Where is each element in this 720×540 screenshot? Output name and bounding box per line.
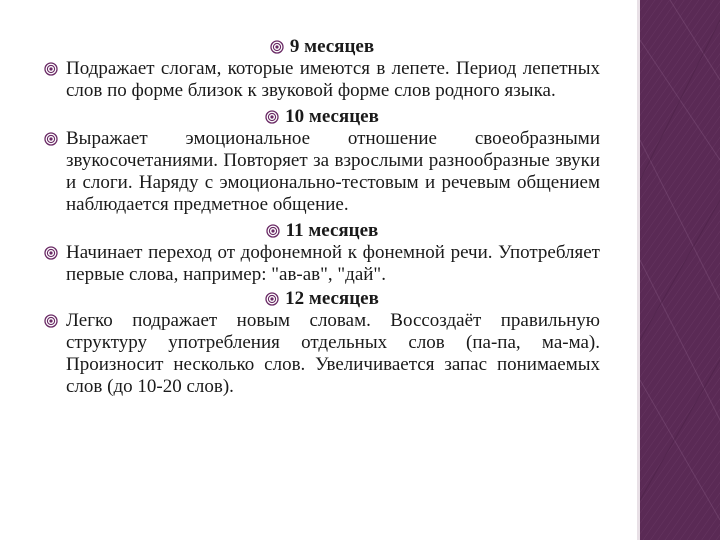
bullet-icon — [44, 314, 58, 328]
section-heading-11-months — [44, 220, 600, 242]
section-paragraph-10-months — [44, 128, 600, 216]
slide-content — [44, 36, 600, 398]
paragraph-text: Подражает слогам, которые имеются в лепете. Период лепетных слов по форме близок к звуковой форме слов родного языка. — [66, 58, 600, 101]
bullet-icon — [44, 246, 58, 260]
heading-text: 10 месяцев — [285, 106, 379, 127]
section-heading-10-months — [44, 106, 600, 128]
bullet-icon — [44, 132, 58, 146]
bullet-icon — [44, 62, 58, 76]
section-paragraph-9-months — [44, 58, 600, 102]
paragraph-text: Начинает переход от дофонемной к фонемной речи. Употребляет первые слова, например: "ав-ав", "дай". — [66, 242, 600, 285]
section-paragraph-12-months — [44, 310, 600, 398]
bullet-icon — [266, 224, 280, 238]
bullet-icon — [270, 40, 284, 54]
decorative-sidebar — [640, 0, 720, 540]
paragraph-text: Выражает эмоциональное отношение своеобразными звукосочетаниями. Повторяет за взрослыми разнообразные звуки и слоги. Наряду с эмоционально-тестовым и речевым общением наблюдается предметное общение. — [66, 128, 600, 215]
heading-text: 9 месяцев — [289, 36, 375, 57]
sidebar-pattern — [640, 0, 720, 540]
heading-text: 12 месяцев — [285, 288, 379, 309]
bullet-icon — [265, 110, 279, 124]
paragraph-text: Легко подражает новым словам. Воссоздаёт правильную структуру употребления отдельных слов (па-па, ма-ма). Произносит несколько слов. Увеличивается запас понимаемых слов (до 10-20 слов). — [66, 310, 600, 397]
section-heading-9-months — [44, 36, 600, 58]
bullet-icon — [265, 292, 279, 306]
heading-text: 11 месяцев — [285, 220, 379, 241]
section-paragraph-11-months — [44, 242, 600, 286]
section-heading-12-months — [44, 288, 600, 310]
